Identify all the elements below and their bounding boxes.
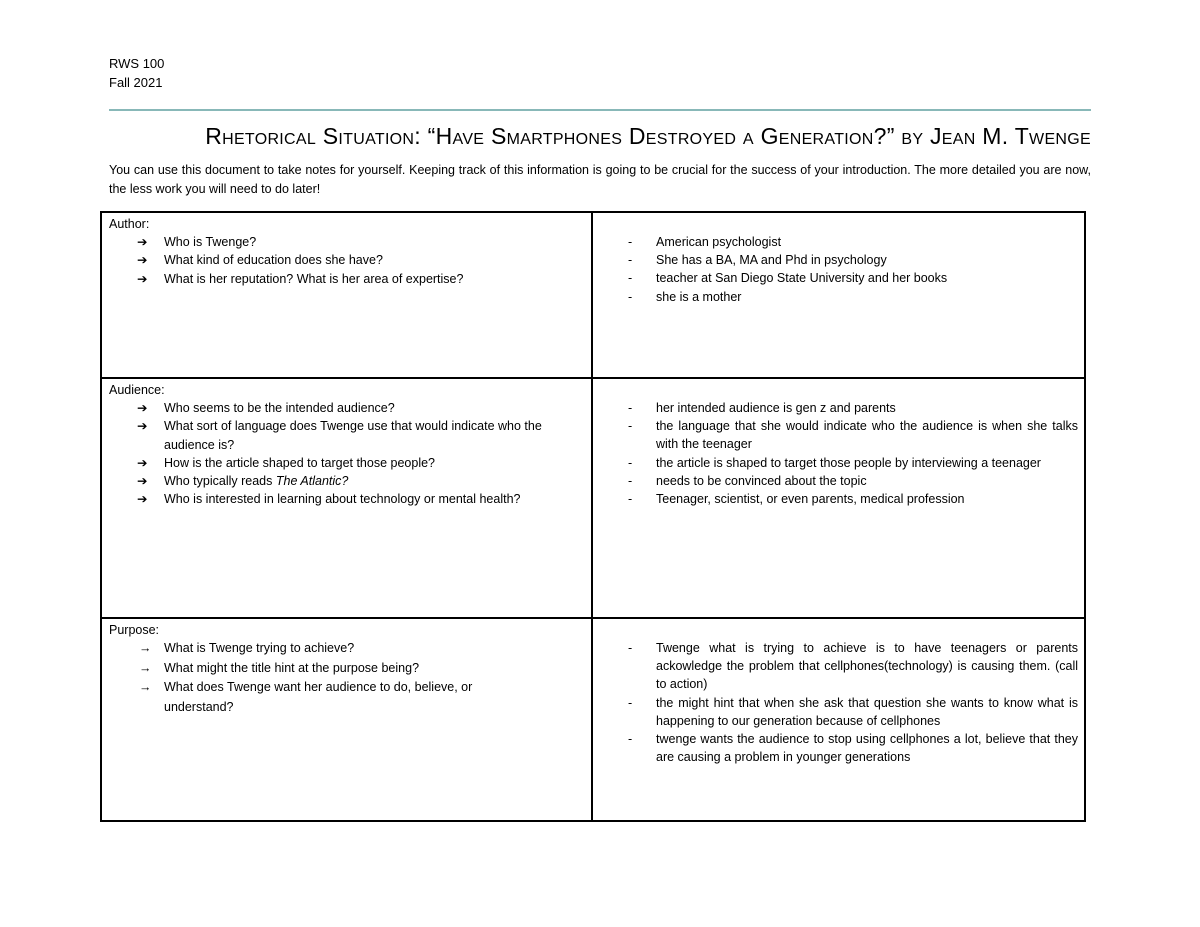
arrow-icon: ➔ [137,474,148,489]
document-title: Rhetorical Situation: “Have Smartphones Destroyed a Generation?” by Jean M. Twenge [205,123,1091,149]
table-row-purpose [101,618,1085,821]
list-item: ➔ Who typically reads The Atlantic? [109,472,585,490]
list-item: ➔ Who seems to be the intended audience? [109,399,585,417]
table-row-audience [101,378,1085,618]
list-item: ➔ What sort of language does Twenge use that would indicate who the audience is? [137,419,542,452]
dash-bullet: - [628,473,633,488]
arrow-icon: ➔ [137,235,148,250]
dash-bullet: - [628,695,633,710]
answer-list-purpose [600,639,1078,766]
list-item: - twenge wants the audience to stop using cellphones a lot, believe that they are causing a problem in younger generations [628,732,1078,765]
answer-list-author [600,233,1078,306]
list-item: ➔ What is her reputation? What is her area of expertise? [109,270,585,288]
list-item: - Twenge what is trying to achieve is to have teenagers or parents ackowledge the problem that cellphones(technology) is causing them. (call to action) [628,641,1078,692]
answers-cell-audience [592,378,1085,618]
question-list-purpose [109,639,585,717]
questions-cell-author [101,212,592,378]
course-label: RWS 100 [109,56,165,71]
questions-cell-audience [101,378,592,618]
arrow-icon: ➔ [137,455,148,470]
question-list-audience [109,399,585,508]
section-label-purpose: Purpose: [109,623,160,637]
arrow-icon: → [139,641,152,656]
dash-bullet: - [628,289,633,304]
arrow-icon: ➔ [137,271,148,286]
dash-bullet: - [628,492,633,507]
list-item: - her intended audience is gen z and parents [600,399,1078,417]
dash-bullet: - [628,641,633,655]
answer-list-audience [600,399,1078,508]
dash-bullet: - [628,419,633,434]
list-item: ➔ Who is Twenge? [109,233,585,251]
list-item: - the might hint that when she ask that question she wants to know what is happening to our generation because of cellphones [628,695,1078,728]
list-item: ➔ Who is interested in learning about technology or mental health? [109,490,585,508]
answers-cell-purpose [592,618,1085,821]
list-item: → What is Twenge trying to achieve? [109,639,585,659]
question-list-author [109,233,585,288]
term-label: Fall 2021 [109,75,163,90]
list-item: - the article is shaped to target those people by interviewing a teenager [600,454,1078,472]
list-item: - American psychologist [600,233,1078,251]
list-item: → What might the title hint at the purpose being? [109,659,585,679]
list-item: ➔ What kind of education does she have? [109,251,585,269]
dash-bullet: - [628,401,633,415]
arrow-icon: → [139,680,152,695]
answers-cell-author [592,212,1085,378]
list-item: → What does Twenge want her audience to do, believe, or understand? [139,680,473,714]
questions-cell-purpose [101,618,592,821]
arrow-icon: ➔ [137,492,148,507]
dash-bullet: - [628,235,633,249]
list-item: - teacher at San Diego State University and her books [600,269,1078,287]
table-row-author [101,212,1085,378]
arrow-icon: ➔ [137,401,148,416]
arrow-icon: ➔ [137,253,148,268]
section-label-author: Author: [109,217,150,231]
list-item: - the language that she would indicate who the audience is when she talks with the teenager [628,419,1078,452]
list-item: - she is a mother [600,288,1078,306]
list-item: - Teenager, scientist, or even parents, medical profession [600,490,1078,508]
list-item: ➔ How is the article shaped to target those people? [109,454,585,472]
arrow-icon: → [139,660,152,675]
dash-bullet: - [628,253,633,268]
dash-bullet: - [628,455,633,470]
publication-name: The Atlantic? [275,474,349,489]
dash-bullet: - [628,271,633,286]
list-item: - She has a BA, MA and Phd in psychology [600,251,1078,269]
intro-paragraph: You can use this document to take notes for yourself. Keeping track of this information is going to be crucial for the success of your introduction. The more detailed you are now, the less work you will need to do later! [109,163,1091,196]
arrow-icon: ➔ [137,419,148,434]
header-divider [109,109,1091,111]
section-label-audience: Audience: [109,383,165,397]
list-item: - needs to be convinced about the topic [600,472,1078,490]
notes-table [100,211,1086,822]
dash-bullet: - [628,732,633,747]
